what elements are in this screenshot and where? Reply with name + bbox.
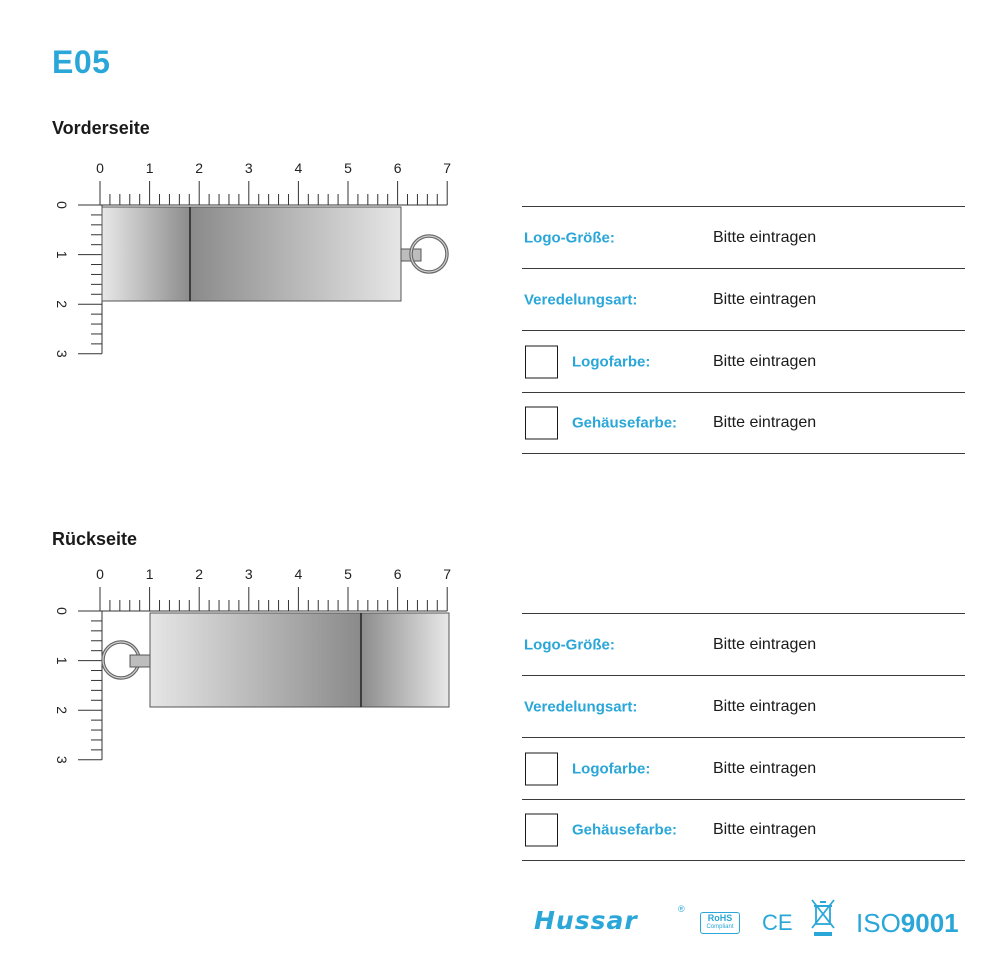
product-code-title: E05 bbox=[52, 44, 111, 80]
logo-color-label: Logofarbe: bbox=[572, 353, 651, 370]
ruler-y-label: 3 bbox=[54, 755, 70, 764]
logo-color-label: Logofarbe: bbox=[572, 760, 651, 777]
back-finishing-row bbox=[522, 675, 965, 737]
ruler-x-label: 3 bbox=[244, 566, 253, 582]
back-ruler-drawing bbox=[48, 561, 468, 781]
ruler-x-label: 1 bbox=[145, 566, 154, 582]
ruler-x-label: 7 bbox=[443, 160, 452, 176]
logo-size-label: Logo-Größe: bbox=[524, 229, 615, 246]
ruler-x-label: 2 bbox=[195, 566, 204, 582]
back-logo-color-row bbox=[522, 737, 965, 799]
ruler-x-label: 4 bbox=[294, 566, 303, 582]
certification-bar bbox=[530, 898, 970, 946]
crossed-bin-icon bbox=[810, 898, 836, 938]
ruler-x-label: 7 bbox=[443, 566, 452, 582]
ruler-x-label: 1 bbox=[145, 160, 154, 176]
logo-color-checkbox[interactable] bbox=[525, 752, 558, 785]
front-housing-color-row bbox=[522, 392, 965, 454]
housing-color-label: Gehäusefarbe: bbox=[572, 821, 678, 839]
brand-logo: Hussar bbox=[534, 906, 638, 935]
iso-certification bbox=[856, 908, 959, 939]
usb-stick-back bbox=[103, 613, 449, 707]
finishing-type-value[interactable]: Bitte eintragen bbox=[713, 290, 817, 308]
registered-mark: ® bbox=[678, 904, 685, 914]
rohs-badge bbox=[700, 912, 740, 934]
back-side-heading: Rückseite bbox=[52, 529, 138, 549]
ruler-x-label: 0 bbox=[96, 566, 104, 582]
ruler-x-label: 4 bbox=[294, 160, 303, 176]
ruler-x-label: 2 bbox=[195, 160, 204, 176]
iso-prefix: ISO bbox=[856, 908, 901, 938]
front-logo-size-row bbox=[522, 206, 965, 268]
front-ruler-drawing bbox=[48, 155, 468, 375]
front-side-diagram bbox=[48, 155, 468, 375]
housing-color-label: Gehäusefarbe: bbox=[572, 414, 678, 432]
ruler-y-label: 3 bbox=[54, 349, 70, 358]
housing-color-checkbox[interactable] bbox=[525, 407, 558, 440]
back-side-diagram bbox=[48, 561, 468, 781]
front-logo-color-row bbox=[522, 330, 965, 392]
usb-stick-front bbox=[102, 207, 447, 301]
ruler-x-label: 5 bbox=[344, 160, 352, 176]
housing-color-checkbox[interactable] bbox=[525, 814, 558, 847]
ce-mark: CE bbox=[762, 910, 793, 935]
housing-color-value[interactable]: Bitte eintragen bbox=[713, 414, 817, 431]
rohs-subtitle: Compliant bbox=[706, 924, 734, 930]
ruler-y-label: 0 bbox=[54, 607, 70, 615]
ruler-y-label: 2 bbox=[54, 300, 70, 309]
ruler-y-label: 1 bbox=[54, 250, 70, 259]
logo-color-checkbox[interactable] bbox=[525, 345, 558, 378]
logo-size-value[interactable]: Bitte eintragen bbox=[713, 635, 817, 653]
front-finishing-row bbox=[522, 268, 965, 330]
iso-number: 9001 bbox=[900, 908, 959, 938]
ruler-x-label: 6 bbox=[393, 160, 402, 176]
logo-size-value[interactable]: Bitte eintragen bbox=[713, 228, 817, 246]
logo-color-value[interactable]: Bitte eintragen bbox=[713, 352, 817, 370]
back-housing-color-row bbox=[522, 799, 965, 861]
front-side-heading: Vorderseite bbox=[52, 118, 150, 138]
ruler-x-label: 0 bbox=[96, 160, 104, 176]
ruler-y-label: 0 bbox=[54, 201, 70, 209]
logo-size-label: Logo-Größe: bbox=[524, 636, 615, 653]
housing-color-value[interactable]: Bitte eintragen bbox=[713, 821, 817, 838]
ruler-x-label: 5 bbox=[344, 566, 352, 582]
rohs-title: RoHS bbox=[707, 913, 733, 923]
finishing-type-label: Veredelungsart: bbox=[524, 698, 638, 715]
finishing-type-label: Veredelungsart: bbox=[524, 291, 638, 308]
back-specification-form bbox=[522, 613, 965, 861]
ruler-y-label: 2 bbox=[54, 706, 70, 715]
front-specification-form bbox=[522, 206, 965, 454]
back-logo-size-row bbox=[522, 613, 965, 675]
logo-color-value[interactable]: Bitte eintragen bbox=[713, 759, 817, 777]
finishing-type-value[interactable]: Bitte eintragen bbox=[713, 697, 817, 715]
ruler-x-label: 3 bbox=[244, 160, 253, 176]
ruler-x-label: 6 bbox=[393, 566, 402, 582]
ruler-y-label: 1 bbox=[54, 656, 70, 665]
